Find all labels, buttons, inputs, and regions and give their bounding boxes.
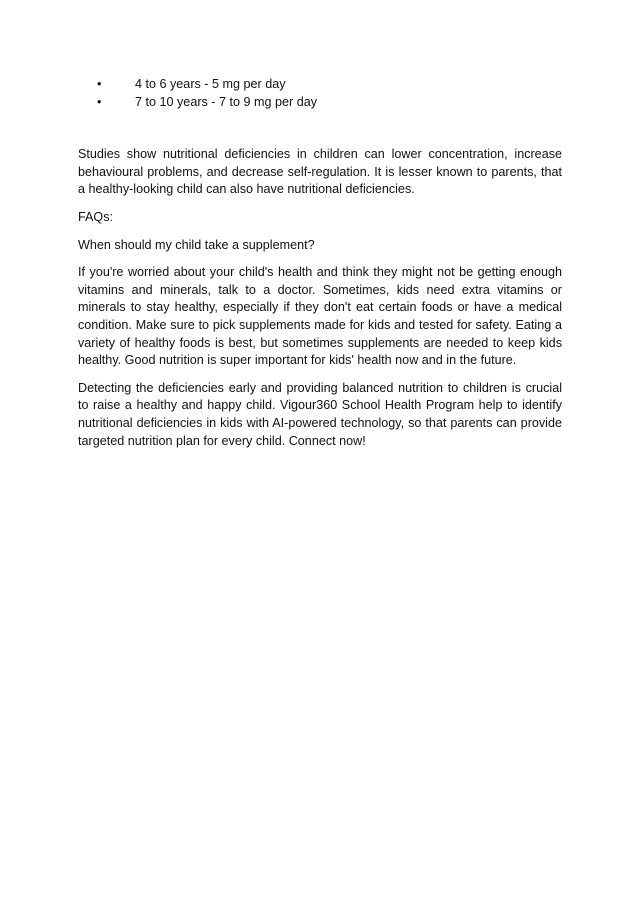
faq-answer: If you're worried about your child's health and think they might not be getting enough vitamins and minerals, talk to a doctor. Sometimes, kids need extra vitamins or minerals to stay healthy, especially if they don't eat certain foods or have a medical condition. Make sure to pick supplements made for kids and tested for safety. Eating a variety of healthy foods is best, but sometimes supplements are needed to keep kids healthy. Good nutrition is super important for kids' health now and in the future. — [78, 265, 562, 368]
bullet-symbol: • — [97, 77, 102, 91]
list-item-text: 4 to 6 years - 5 mg per day — [135, 77, 286, 91]
paragraph-studies: Studies show nutritional deficiencies in children can lower concentration, increase behavioural problems, and decrease self-regulation. It is lesser known to parents, that a healthy-looking child can also have nutritional deficiencies. — [78, 147, 562, 197]
bullet-symbol: • — [97, 94, 102, 109]
list-item-text: 7 to 10 years - 7 to 9 mg per day — [135, 94, 318, 109]
spacer — [78, 227, 562, 237]
paragraph-closing: Detecting the deficiencies early and providing balanced nutrition to children is crucial to raise a healthy and happy child. Vigour360 School Health Program help to identify nutritional deficiencies in kids with AI-powered technology, so that parents can provide targeted nutrition plan for every child. Connect now! — [78, 380, 562, 448]
dosage-list — [78, 76, 562, 111]
spacer — [78, 254, 562, 264]
spacer — [78, 370, 562, 380]
spacer — [78, 199, 562, 209]
faq-question: When should my child take a supplement? — [78, 237, 315, 252]
list-item — [78, 94, 562, 112]
list-item — [78, 76, 562, 94]
document-content — [78, 76, 562, 450]
faqs-heading: FAQs: — [78, 209, 113, 224]
spacer — [78, 111, 562, 146]
